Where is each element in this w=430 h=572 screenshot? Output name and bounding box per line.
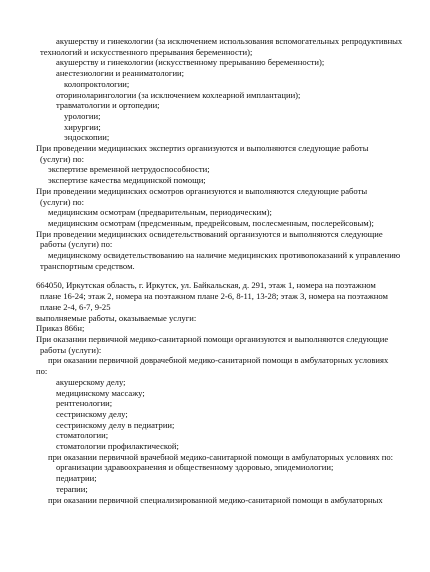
text-line: колопроктологии; [64,78,130,89]
text-line: медицинским осмотрам (предсменным, предрейсовым, послесменным, послерейсовым); [48,217,374,228]
text-line: медицинским осмотрам (предварительным, периодическим); [48,207,272,218]
text-line: медицинскому массажу; [56,387,145,398]
text-line: работы (услуги): [40,344,102,355]
text-line: акушерству и гинекологии (искусственному прерыванию беременности); [56,57,325,68]
text-line: при оказании первичной врачебной медико-санитарной помощи в амбулаторных условиях по: [48,451,394,462]
text-line: технологий и искусственного прерывания беременности); [40,46,253,57]
text-line: рентгенологии; [56,398,113,409]
paragraph-gap [0,271,430,280]
text-line: организации здравоохранения и общественному здоровью, эпидемиологии; [56,462,334,473]
text-line: хирургии; [64,121,101,132]
text-line: стоматологии профилактической; [56,441,179,452]
text-line: выполняемые работы, оказываемые услуги: [36,312,197,323]
text-line: экспертизе качества медицинской помощи; [48,175,206,186]
address-line: 664050, Иркутская область, г. Иркутск, ул. Байкальская, д. 291, этаж 1, номера на поэтажном [36,280,376,291]
text-line: урологии; [64,110,101,121]
text-line: (услуги) по: [40,153,84,164]
text-line: экспертизе временной нетрудоспособности; [48,164,210,175]
document-body [0,36,430,505]
text-line: акушерству и гинекологии (за исключением использования вспомогательных репродуктивных [56,36,403,46]
text-line: Приказ 866н; [36,323,85,334]
text-line: стоматологии; [56,430,109,441]
text-line: работы (услуги) по: [40,239,113,250]
text-line: по: [36,366,48,377]
text-line: акушерскому делу; [56,376,126,387]
text-line: травматологии и ортопедии; [56,100,160,111]
text-line: педиатрии; [56,473,97,484]
address-line: плане 2-4, 6-7, 9-25 [40,301,111,312]
text-line: сестринскому делу; [56,408,128,419]
text-line: при оказании первичной специализированной медико-санитарной помощи в амбулаторных [48,494,383,505]
text-line: при оказании первичной доврачебной медико-санитарной помощи в амбулаторных условиях [48,355,389,366]
text-line: При проведении медицинских освидетельствований организуются и выполняются следующие [36,228,383,239]
text-line: При проведении медицинских осмотров организуются и выполняются следующие работы [36,185,368,196]
text-line: транспортным средством. [40,260,135,271]
text-line: медицинскому освидетельствованию на наличие медицинских противопоказаний к управлению [48,250,401,261]
text-line: При проведении медицинских экспертиз организуются и выполняются следующие работы [36,143,369,154]
text-line: (услуги) по: [40,196,84,207]
text-line: При оказании первичной медико-санитарной помощи организуются и выполняются следующие [36,333,389,344]
text-line: оториноларингологии (за исключением кохлеарной имплантации); [56,89,301,100]
address-line: плане 16-24; этаж 2, номера на поэтажном плане 2-6, 8-11, 13-28; этаж 3, номера на поэтажном [40,291,388,302]
text-line: анестезиологии и реаниматологии; [56,68,185,79]
text-line: сестринскому делу в педиатрии; [56,419,175,430]
text-line: терапии; [56,483,88,494]
text-line: эндоскопии; [64,132,110,143]
